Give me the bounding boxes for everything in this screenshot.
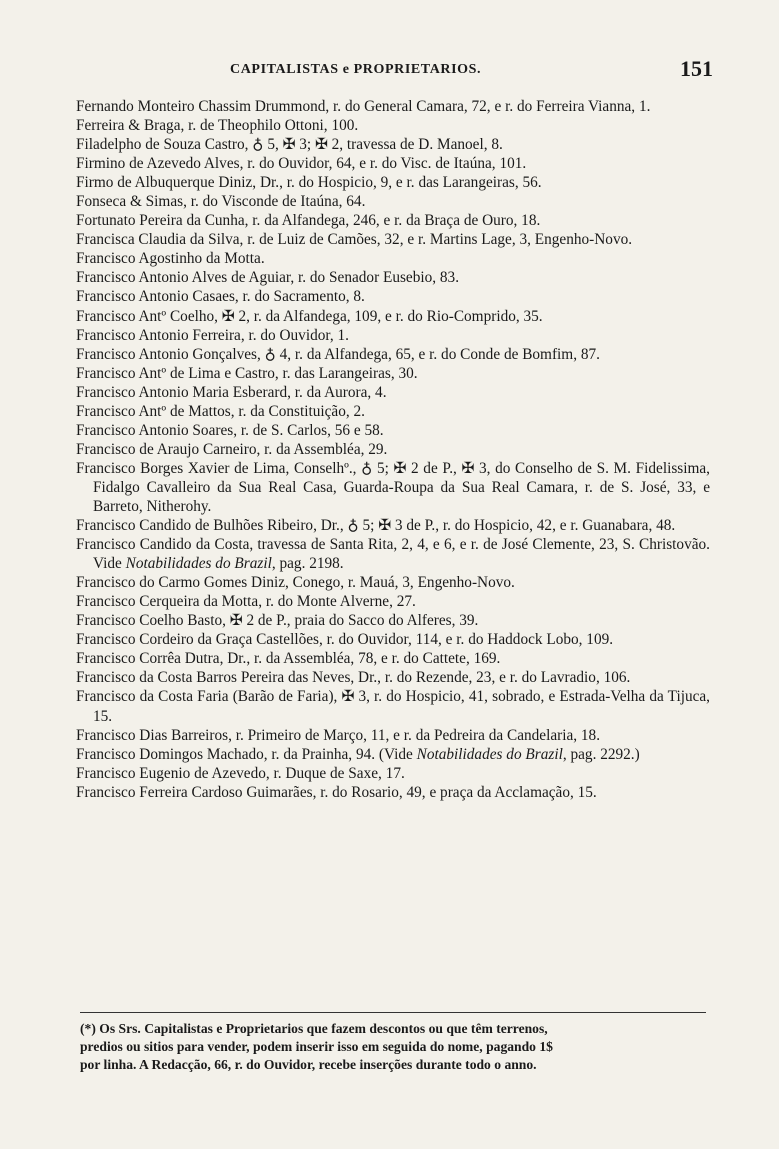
directory-entry: Francisco Cerqueira da Motta, r. do Monte Alverne, 27. [76, 593, 416, 611]
directory-entry: Fonseca & Simas, r. do Visconde de Itaúna, 64. [76, 193, 366, 211]
directory-entry: Francisco Dias Barreiros, r. Primeiro de Março, 11, e r. da Pedreira da Candelaria, 18. [76, 726, 601, 744]
page-number: 151 [680, 56, 713, 81]
directory-entry: Filadelpho de Souza Castro, ♁ 5, ✠ 3; ✠ 2, travessa de D. Manoel, 8. [76, 136, 503, 154]
directory-entry: Francisco Antonio Alves de Aguiar, r. do Senador Eusebio, 83. [76, 269, 460, 287]
directory-entry: Ferreira & Braga, r. de Theophilo Ottoni, 100. [76, 117, 359, 135]
directory-entry: Firmo de Albuquerque Diniz, Dr., r. do Hospicio, 9, e r. das Larangeiras, 56. [76, 174, 542, 192]
directory-entry: Firmino de Azevedo Alves, r. do Ouvidor, 64, e r. do Visc. de Itaúna, 101. [76, 155, 527, 173]
directory-entry: Francisco Domingos Machado, r. da Prainha, 94. (Vide Notabilidades do Brazil, pag. 2292.) [76, 745, 640, 763]
footnote [80, 1020, 706, 1074]
directory-entry: Fortunato Pereira da Cunha, r. da Alfandega, 246, e r. da Braça de Ouro, 18. [76, 212, 541, 230]
footnote-line: (*) Os Srs. Capitalistas e Proprietarios que fazem descontos ou que têm terrenos, [80, 1021, 548, 1036]
entry-list [76, 97, 710, 802]
directory-entry: Francisco da Costa Barros Pereira das Neves, Dr., r. do Rezende, 23, e r. do Lavradio, 106. [76, 669, 631, 687]
italic-reference: Notabilidades do Brazil [416, 745, 563, 763]
footnote-rule [80, 1012, 706, 1013]
directory-entry: Francisco Antonio Soares, r. de S. Carlos, 56 e 58. [76, 421, 384, 439]
directory-entry: Francisco Antº de Mattos, r. da Constituição, 2. [76, 402, 365, 420]
directory-entry: Francisco Borges Xavier de Lima, Conselhº., ♁ 5; ✠ 2 de P., ✠ 3, do Conselho de S. M. Fidelissima, Fidalgo Cavalleiro da Sua Real Casa, Guarda-Roupa da Sua Real Camara, r. de S. José, 33, e Barreto, Nitherohy. [76, 459, 710, 515]
directory-entry: Francisco Ferreira Cardoso Guimarães, r. do Rosario, 49, e praça da Acclamação, 15. [76, 783, 597, 801]
directory-entry: Fernando Monteiro Chassim Drummond, r. do General Camara, 72, e r. do Ferreira Vianna, 1. [76, 98, 651, 115]
directory-entry: Francisco Antonio Gonçalves, ♁ 4, r. da Alfandega, 65, e r. do Conde de Bomfim, 87. [76, 345, 600, 363]
italic-reference: Notabilidades do Brazil [125, 555, 272, 573]
directory-entry: Francisco Candido da Costa, travessa de Santa Rita, 2, 4, e 6, e r. de José Clemente, 23, S. Christovão. Vide Notabilidades do Brazil, pag. 2198. [76, 536, 710, 573]
directory-entry: Francisco Antonio Casaes, r. do Sacramento, 8. [76, 288, 365, 306]
running-title: CAPITALISTAS e PROPRIETARIOS. [230, 62, 482, 77]
directory-entry: Francisca Claudia da Silva, r. de Luiz de Camões, 32, e r. Martins Lage, 3, Engenho-Novo. [76, 231, 633, 249]
directory-entry: Francisco Eugenio de Azevedo, r. Duque de Saxe, 17. [76, 764, 405, 782]
directory-entry: Francisco do Carmo Gomes Diniz, Conego, r. Mauá, 3, Engenho-Novo. [76, 574, 515, 592]
directory-entry: Francisco Coelho Basto, ✠ 2 de P., praia do Sacco do Alferes, 39. [76, 612, 479, 630]
directory-entry: Francisco de Araujo Carneiro, r. da Assembléa, 29. [76, 440, 388, 458]
directory-entry: Francisco Agostinho da Motta. [76, 250, 265, 268]
directory-entry: Francisco Antonio Ferreira, r. do Ouvidor, 1. [76, 326, 349, 344]
page-header [0, 56, 779, 86]
directory-entry: Francisco Antº Coelho, ✠ 2, r. da Alfandega, 109, e r. do Rio-Comprido, 35. [76, 307, 543, 325]
footnote-line: predios ou sitios para vender, podem inserir isso em seguida do nome, pagando 1$ [80, 1039, 553, 1054]
directory-entry: Francisco Cordeiro da Graça Castellões, r. do Ouvidor, 114, e r. do Haddock Lobo, 109. [76, 631, 614, 649]
directory-entry: Francisco Antº de Lima e Castro, r. das Larangeiras, 30. [76, 364, 418, 382]
directory-entry: Francisco Candido de Bulhões Ribeiro, Dr., ♁ 5; ✠ 3 de P., r. do Hospicio, 42, e r. Guanabara, 48. [76, 517, 676, 535]
directory-entry: Francisco da Costa Faria (Barão de Faria), ✠ 3, r. do Hospicio, 41, sobrado, e Estrada-Velha da Tijuca, 15. [76, 688, 710, 725]
directory-entry: Francisco Corrêa Dutra, Dr., r. da Assembléa, 78, e r. do Cattete, 169. [76, 650, 501, 668]
footnote-line: por linha. A Redacção, 66, r. do Ouvidor, recebe inserções durante todo o anno. [80, 1057, 537, 1072]
directory-entry: Francisco Antonio Maria Esberard, r. da Aurora, 4. [76, 383, 387, 401]
